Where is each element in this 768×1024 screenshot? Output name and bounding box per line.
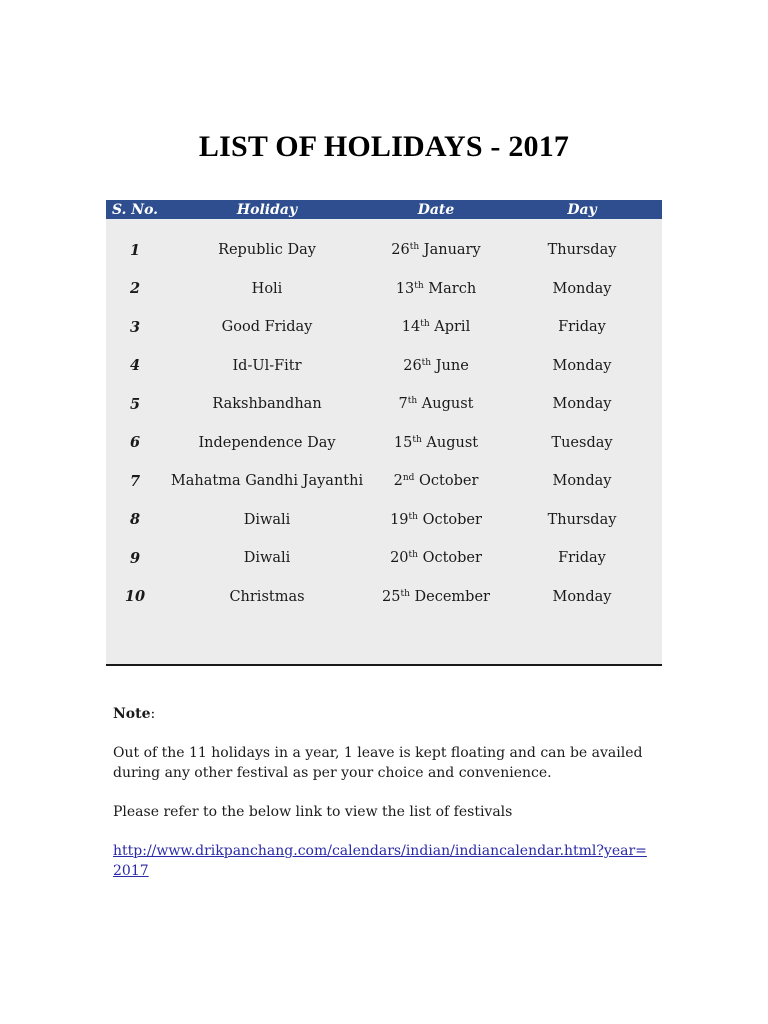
cell-day: Monday	[552, 396, 612, 413]
table-row	[106, 501, 662, 540]
cell-holiday: Diwali	[243, 511, 291, 528]
cell-sno: 2	[129, 280, 141, 298]
header-holiday: Holiday	[236, 201, 298, 218]
table-header	[106, 200, 662, 219]
cell-date: 2nd October	[393, 473, 479, 490]
table-row	[106, 270, 662, 309]
note-paragraph-floating-leave: Out of the 11 holidays in a year, 1 leave is kept floating and can be availed during any other festival as per your choice and convenience.	[113, 745, 643, 781]
cell-sno: 5	[129, 395, 141, 413]
cell-sno: 3	[129, 318, 141, 336]
table-row	[106, 308, 662, 347]
cell-holiday: Christmas	[229, 588, 305, 605]
table-row	[106, 424, 662, 463]
cell-date: 26th January	[391, 242, 481, 259]
cell-sno: 7	[129, 472, 141, 490]
cell-date: 15th August	[393, 434, 479, 451]
table-body	[106, 219, 662, 616]
header-day: Day	[567, 201, 597, 218]
cell-day: Monday	[552, 473, 612, 490]
cell-sno: 10	[124, 588, 146, 606]
cell-day: Monday	[552, 588, 612, 605]
festival-list-link[interactable]: http://www.drikpanchang.com/calendars/indian/indiancalendar.html?year=2017	[113, 843, 647, 879]
cell-date: 26th June	[403, 357, 469, 374]
cell-holiday: Id-Ul-Fitr	[232, 357, 302, 374]
holiday-table	[106, 200, 662, 666]
cell-date: 14th April	[401, 319, 471, 336]
cell-day: Thursday	[547, 511, 617, 528]
notes-section	[113, 704, 673, 881]
cell-holiday: Diwali	[243, 550, 291, 567]
table-row	[106, 539, 662, 578]
header-date: Date	[417, 201, 455, 218]
table-row	[106, 578, 662, 617]
cell-date: 19th October	[390, 511, 482, 528]
cell-day: Friday	[558, 319, 606, 336]
table-row	[106, 347, 662, 386]
table-row	[106, 462, 662, 501]
cell-holiday: Good Friday	[221, 319, 313, 336]
cell-sno: 8	[129, 511, 141, 529]
table-row	[106, 385, 662, 424]
cell-sno: 9	[129, 549, 141, 567]
cell-holiday: Rakshbandhan	[212, 396, 322, 413]
note-label: Note	[113, 706, 151, 722]
cell-date: 20th October	[390, 550, 482, 567]
note-paragraph-refer-link: Please refer to the below link to view the list of festivals	[113, 804, 513, 820]
cell-holiday: Holi	[251, 280, 283, 297]
note-label-suffix: :	[150, 706, 156, 722]
cell-date: 25th December	[382, 588, 490, 605]
table-row	[106, 231, 662, 270]
cell-holiday: Republic Day	[218, 242, 316, 259]
cell-day: Friday	[558, 550, 606, 567]
header-sno: S. No.	[111, 201, 159, 218]
cell-date: 7th August	[398, 396, 474, 413]
page-title: LIST OF HOLIDAYS - 2017	[198, 130, 570, 163]
cell-sno: 4	[129, 357, 141, 375]
cell-day: Monday	[552, 357, 612, 374]
cell-day: Monday	[552, 280, 612, 297]
cell-sno: 6	[129, 434, 141, 452]
cell-holiday: Mahatma Gandhi Jayanthi	[170, 473, 364, 490]
cell-sno: 1	[129, 241, 141, 259]
cell-day: Tuesday	[551, 434, 613, 451]
cell-day: Thursday	[547, 242, 617, 259]
cell-date: 13th March	[395, 280, 477, 297]
note-heading	[113, 704, 673, 724]
cell-holiday: Independence Day	[198, 434, 336, 451]
